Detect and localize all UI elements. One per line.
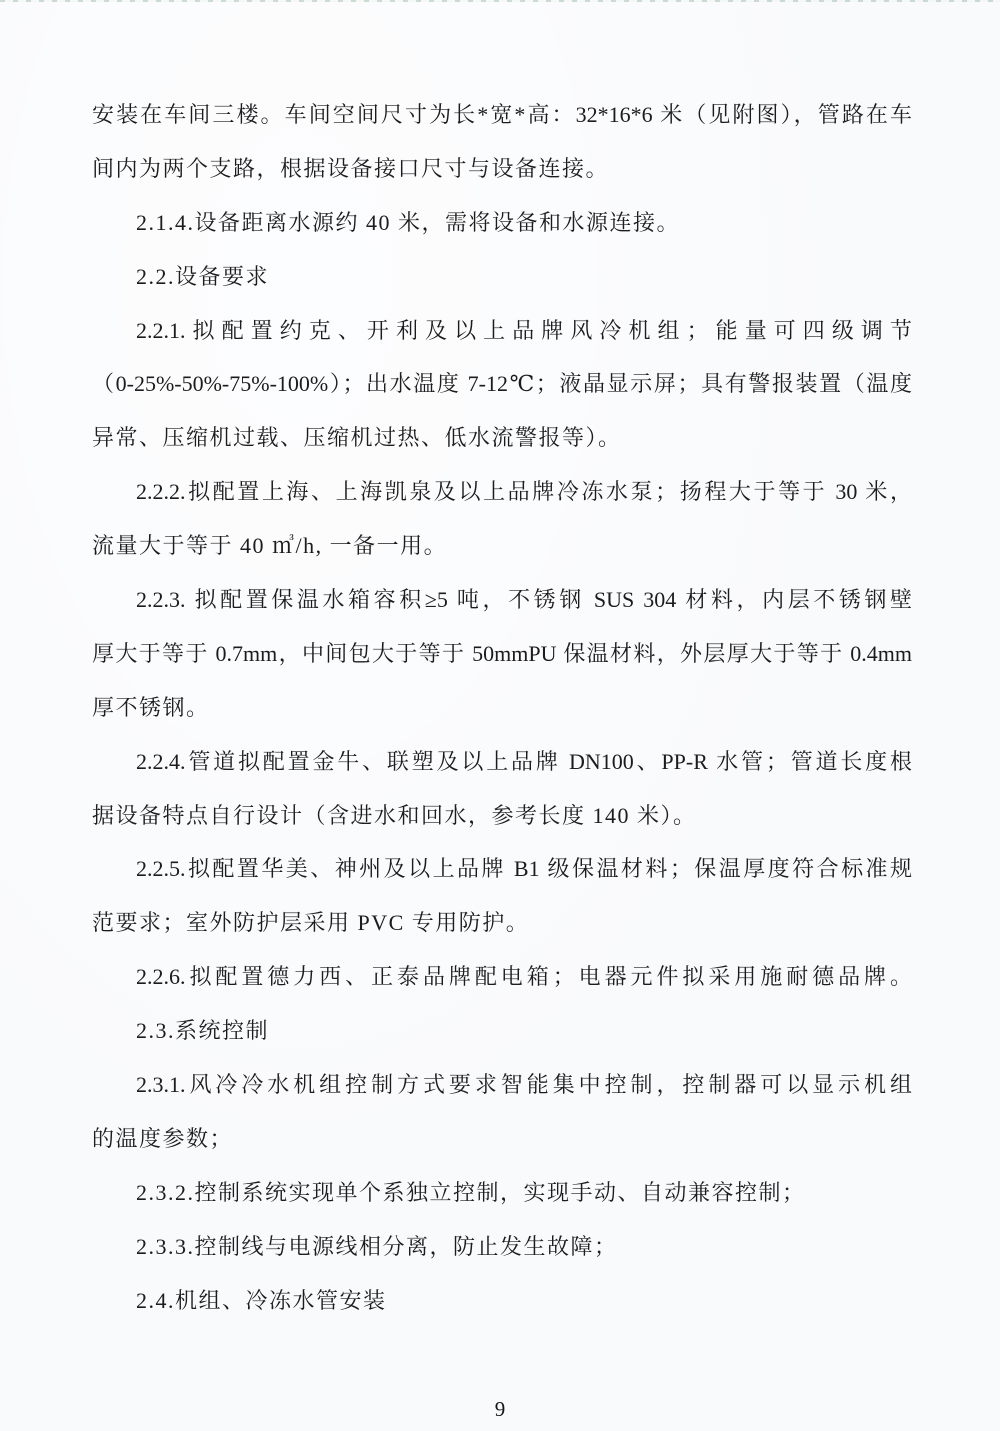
text-line: 厚大于等于 0.7mm，中间包大于等于 50mmPU 保温材料，外层厚大于等于 0.4mm (92, 640, 912, 666)
text-line-clause-2-2-4: 2.2.4.管道拟配置金牛、联塑及以上品牌 DN100、PP-R 水管；管道长度根 (136, 748, 912, 774)
text-line-clause-2-1-4: 2.1.4.设备距离水源约 40 米，需将设备和水源连接。 (136, 209, 681, 235)
text-line-clause-2-2-3: 2.2.3. 拟配置保温水箱容积≥5 吨，不锈钢 SUS 304 材料，内层不锈钢壁 (136, 587, 912, 613)
text-line: 厚不锈钢。 (92, 694, 210, 720)
scan-edge-artifact (0, 0, 1000, 2)
text-line-clause-2-2-1: 2.2.1.拟配置约克、开利及以上品牌风冷机组；能量可四级调节 (136, 317, 912, 343)
text-line-clause-2-2-2: 2.2.2.拟配置上海、上海凯泉及以上品牌冷冻水泵；扬程大于等于 30 米， (136, 479, 912, 505)
text-line: 的温度参数； (92, 1125, 234, 1151)
page-number: 9 (494, 1397, 506, 1421)
text-line: 流量大于等于 40 ㎥/h, 一备一用。 (92, 533, 448, 559)
text-line: （0-25%-50%-75%-100%）；出水温度 7-12℃；液晶显示屏；具有警报装置（温度 (92, 371, 912, 397)
text-line-heading-2-4: 2.4.机组、冷冻水管安装 (136, 1287, 387, 1313)
text-line-clause-2-3-2: 2.3.2.控制系统实现单个系独立控制，实现手动、自动兼容控制； (136, 1179, 806, 1205)
text-line: 异常、压缩机过载、压缩机过热、低水流警报等）。 (92, 425, 622, 451)
document-body (92, 88, 912, 1327)
text-line-heading-2-3: 2.3.系统控制 (136, 1018, 270, 1044)
text-line-clause-2-2-6: 2.2.6.拟配置德力西、正泰品牌配电箱；电器元件拟采用施耐德品牌。 (136, 964, 912, 990)
text-line: 安装在车间三楼。车间空间尺寸为长*宽*高：32*16*6 米（见附图），管路在车 (92, 102, 912, 127)
text-line: 范要求；室外防护层采用 PVC 专用防护。 (92, 910, 530, 936)
text-line-clause-2-3-3: 2.3.3.控制线与电源线相分离，防止发生故障； (136, 1233, 618, 1259)
text-line: 据设备特点自行设计（含进水和回水，参考长度 140 米）。 (92, 802, 697, 828)
text-line: 间内为两个支路，根据设备接口尺寸与设备连接。 (92, 155, 610, 181)
text-line-clause-2-2-5: 2.2.5.拟配置华美、神州及以上品牌 B1 级保温材料；保温厚度符合标准规 (136, 856, 912, 882)
text-line-heading-2-2: 2.2.设备要求 (136, 263, 270, 289)
text-line-clause-2-3-1: 2.3.1.风冷冷水机组控制方式要求智能集中控制，控制器可以显示机组 (136, 1072, 912, 1098)
